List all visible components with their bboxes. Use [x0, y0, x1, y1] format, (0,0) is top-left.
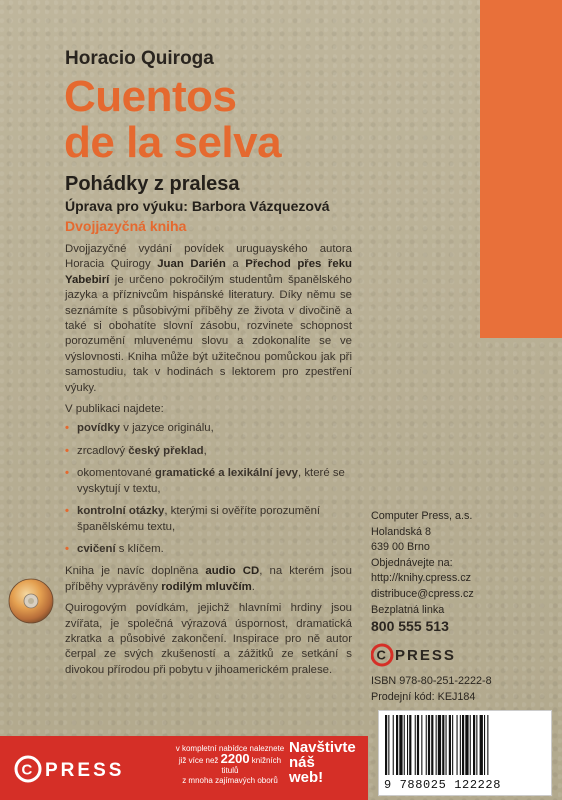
- barcode-bar: [388, 715, 389, 775]
- book-title: [64, 74, 281, 166]
- barcode-bar: [449, 715, 451, 775]
- orange-accent-band: [480, 0, 562, 338]
- bullet-icon: •: [65, 542, 69, 555]
- publisher-street: Holandská 8: [371, 525, 432, 538]
- publisher-name: Computer Press, a.s.: [371, 510, 473, 522]
- barcode-bar: [473, 715, 475, 775]
- barcode-bar: [396, 715, 398, 775]
- publisher-email[interactable]: distribuce@cpress.cz: [371, 587, 474, 600]
- logo-text: PRESS: [395, 647, 456, 664]
- book-title-line-1: Cuentos: [64, 72, 237, 121]
- bullet-icon: •: [65, 444, 69, 457]
- barcode-bar: [393, 715, 394, 775]
- barcode-bar: [431, 715, 433, 775]
- barcode-bar: [460, 715, 461, 775]
- list-item: • kontrolní otázky, kterými si ověříte porozumění španělskému textu,: [65, 505, 321, 533]
- list-item: • zrcadlový český překlad,: [65, 444, 352, 459]
- publisher-info: [371, 509, 474, 635]
- footer-logo-letter: C: [21, 761, 33, 779]
- barcode-bar: [399, 715, 402, 775]
- barcode-bars: [379, 715, 551, 781]
- barcode-bar: [417, 715, 419, 775]
- barcode-bar: [480, 715, 483, 775]
- free-line-label: Bezplatná linka: [371, 603, 445, 616]
- barcode-bar: [487, 715, 488, 775]
- isbn-number: ISBN 978-80-251-2222-8: [371, 675, 492, 687]
- list-item: • okomentované gramatické a lexikální jevy, které se vyskytují v textu,: [65, 467, 345, 495]
- barcode-bar: [452, 715, 453, 775]
- barcode-bar: [407, 715, 408, 775]
- bullet-icon: •: [65, 505, 69, 518]
- isbn-info: [371, 673, 492, 705]
- list-item: • cvičení s klíčem.: [65, 542, 352, 557]
- footer-cpress-logo: [14, 754, 146, 784]
- barcode-bar: [426, 715, 427, 775]
- list-item: • povídky v jazyce originálu,: [65, 421, 352, 436]
- barcode-bar: [421, 715, 422, 775]
- publisher-url[interactable]: http://knihy.cpress.cz: [371, 572, 472, 585]
- bilingual-label: Dvojjazyčná kniha: [65, 218, 187, 234]
- author-name: Horacio Quiroga: [65, 48, 214, 69]
- barcode-bar: [446, 715, 447, 775]
- catalog-note: v kompletní nabídce naleznete již více než 2200 knižních titulů z mnoha zajímavých oborů: [175, 744, 285, 785]
- barcode-bar: [476, 715, 477, 775]
- audio-cd-icon: [8, 578, 54, 624]
- cd-paragraph: Kniha je navíc doplněna audio CD, na kterém jsou příběhy vyprávěny rodilým mluvčím.: [65, 565, 352, 593]
- barcode-digits: 9 788025 122228: [384, 778, 502, 792]
- cpress-logo: [371, 643, 465, 667]
- bullet-icon: •: [65, 467, 69, 480]
- barcode-bar: [409, 715, 411, 775]
- sales-code: Prodejní kód: KEJ184: [371, 691, 476, 703]
- contents-heading: V publikaci najdete:: [65, 403, 164, 416]
- barcode-bar: [438, 715, 441, 775]
- publisher-city: 639 00 Brno: [371, 541, 430, 554]
- barcode-bar: [470, 715, 471, 775]
- barcode-bar: [415, 715, 416, 775]
- barcode-bar: [385, 715, 387, 775]
- phone-number: 800 555 513: [371, 618, 449, 635]
- barcode-bar: [428, 715, 430, 775]
- adaptation-credit: Úprava pro výuku: Barbora Vázquezová: [65, 198, 330, 214]
- description-column: [65, 242, 352, 678]
- intro-paragraph: Dvojjazyčné vydání povídek uruguayského autora Horacia Quirogy Juan Darién a Přechod přes řeku Yabebirí je určeno pokročilým studentům španělského jazyka a příznivcům hispánské literatury. Díky němu se seznámíte s působivými příběhy ze života v divočině a také si obohatíte slovní zásobu, rozvinete schopnost porozumění mluvenému slovu a zdokonalíte se ve výslovnosti. Kniha může být užitečnou pomůckou jak při samostudiu, tak v hodinách s lektorem pro zpestření výuky.: [65, 243, 352, 394]
- contents-list: [65, 421, 352, 557]
- footer-logo-text: PRESS: [45, 760, 125, 781]
- logo-letter: C: [376, 647, 386, 663]
- barcode-bar: [465, 715, 468, 775]
- barcode-bar: [404, 715, 405, 775]
- barcode-bar: [457, 715, 458, 775]
- barcode-bar: [462, 715, 464, 775]
- barcode-bar: [436, 715, 437, 775]
- order-label: Objednávejte na:: [371, 556, 453, 569]
- book-subtitle: Pohádky z pralesa: [65, 173, 240, 195]
- barcode-bar: [484, 715, 485, 775]
- bullet-icon: •: [65, 422, 69, 435]
- barcode-bar: [442, 715, 444, 775]
- visit-web-link[interactable]: Navštivte náš web!: [289, 739, 356, 786]
- book-title-line-2: de la selva: [64, 118, 282, 167]
- closing-paragraph: Quirogovým povídkám, jejichž hlavními hrdiny jsou zvířata, je společná výrazová úspornost, dramatická zkratka a působivé zakončení. Inspirace pro ně autor čerpal ze svých zkušeností a zážitků ze setkání s divokou přírodou při pobytu v jihoamerickém pralese.: [65, 602, 352, 676]
